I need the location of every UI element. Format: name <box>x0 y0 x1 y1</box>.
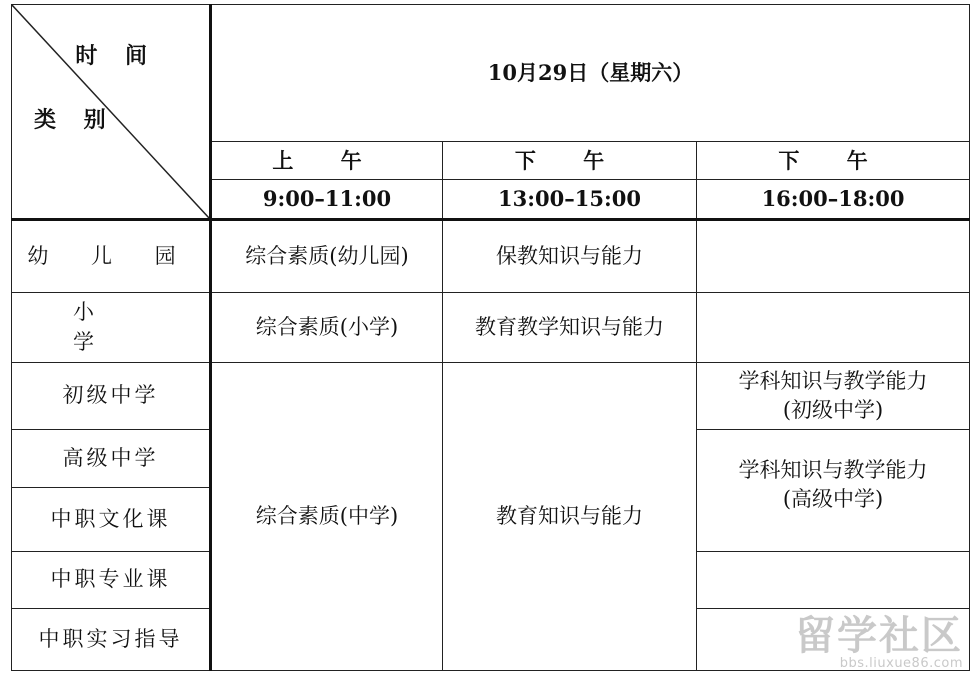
exam-schedule-table <box>11 4 970 671</box>
corner-header-cell <box>12 5 211 220</box>
subject-kindergarten-morning: 综合素质(幼儿园) <box>211 220 443 293</box>
subject-level-note: (初级中学) <box>782 398 884 422</box>
period-label-morning: 上 午 <box>211 142 443 180</box>
subject-kindergarten-afternoon-2 <box>697 220 970 293</box>
time-axis-label: 时 间 <box>75 43 157 69</box>
period-label-afternoon-1: 下 午 <box>443 142 697 180</box>
period-label-afternoon-2: 下 午 <box>697 142 970 180</box>
category-junior-high: 初级中学 <box>12 363 211 430</box>
subject-vocational-major-afternoon-2 <box>697 552 970 609</box>
subject-junior-high-afternoon-2 <box>697 363 970 430</box>
table-row <box>12 220 970 293</box>
watermark-brand: 留学社区 <box>795 613 963 659</box>
subject-secondary-afternoon-1: 教育知识与能力 <box>443 363 697 671</box>
category-vocational-major: 中职专业课 <box>12 552 211 609</box>
period-time-afternoon-1: 13:00–15:00 <box>443 180 697 220</box>
category-vocational-culture: 中职文化课 <box>12 488 211 552</box>
period-time-afternoon-2: 16:00–18:00 <box>697 180 970 220</box>
period-time-morning: 9:00–11:00 <box>211 180 443 220</box>
subject-vocational-internship-afternoon-2 <box>697 609 970 671</box>
subject-primary-morning: 综合素质(小学) <box>211 293 443 363</box>
subject-kindergarten-afternoon-1: 保教知识与能力 <box>443 220 697 293</box>
category-senior-high: 高级中学 <box>12 430 211 488</box>
subject-senior-high-afternoon-2 <box>697 430 970 552</box>
category-primary: 小 学 <box>12 293 211 363</box>
category-vocational-internship: 中职实习指导 <box>12 609 211 671</box>
category-kindergarten: 幼 儿 园 <box>12 220 211 293</box>
exam-date-header: 10月29日（星期六） <box>211 5 970 142</box>
subject-level-note: (高级中学) <box>782 487 884 512</box>
subject-primary-afternoon-1: 教育教学知识与能力 <box>443 293 697 363</box>
watermark-url: bbs.liuxue86.com <box>839 656 963 671</box>
category-axis-label: 类 别 <box>34 107 116 133</box>
table-row <box>12 293 970 363</box>
subject-line: 学科知识与教学能力 <box>738 458 928 482</box>
subject-primary-afternoon-2 <box>697 293 970 363</box>
subject-secondary-morning: 综合素质(中学) <box>211 363 443 671</box>
subject-line: 学科知识与教学能力 <box>738 368 928 393</box>
table-row <box>12 363 970 430</box>
